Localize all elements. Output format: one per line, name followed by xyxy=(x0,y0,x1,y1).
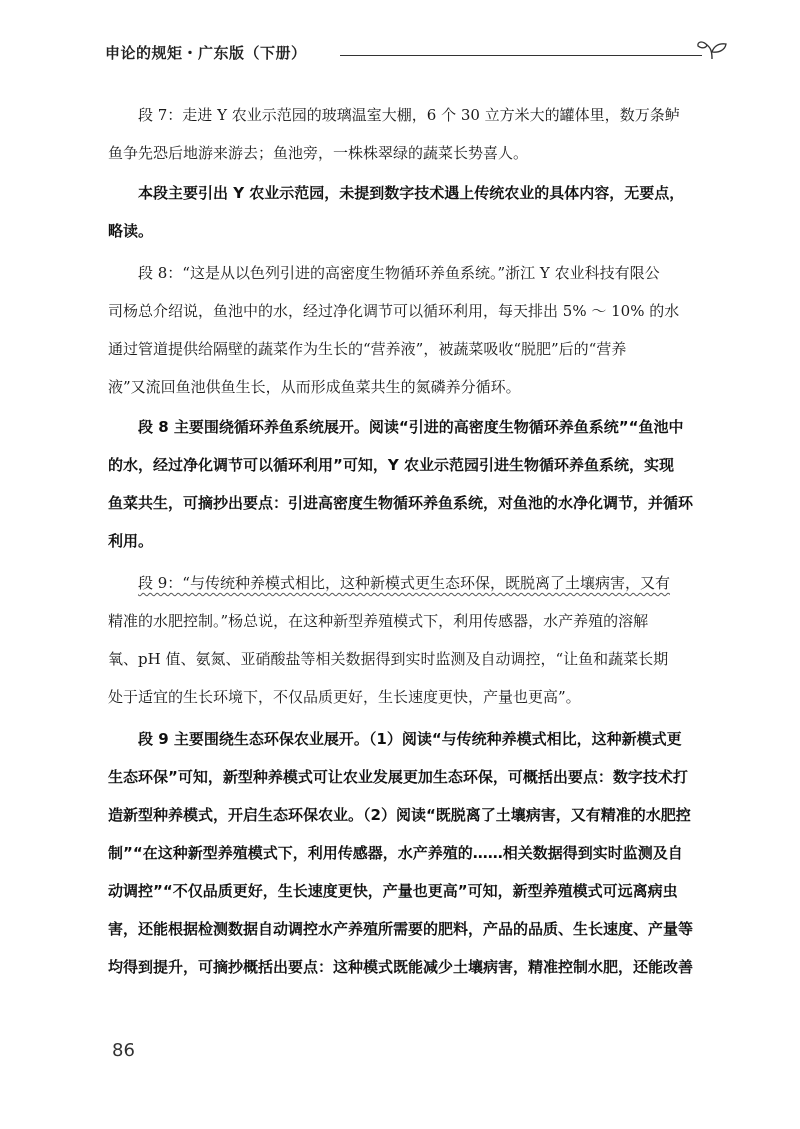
text-line: 通过管道提供给隔壁的蔬菜作为生长的“营养液”，被蔬菜吸收“脱肥”后的“营养 xyxy=(108,340,627,358)
text-line: 段 7：走进 Y 农业示范园的玻璃温室大棚，6 个 30 立方米大的罐体里，数万条鲈 xyxy=(138,106,680,124)
analysis-7 xyxy=(108,174,716,250)
paragraph-9 xyxy=(108,564,716,716)
page-number: 86 xyxy=(112,1040,135,1061)
text-line: 精准的水肥控制。”杨总说，在这种新型养殖模式下，利用传感器，水产养殖的溶解 xyxy=(108,612,649,630)
text-line: 段 8 主要围绕循环养鱼系统展开。阅读“引进的高密度生物循环养鱼系统”“鱼池中 xyxy=(138,418,684,436)
paragraph-7 xyxy=(108,96,716,172)
text-line: 氧、pH 值、氨氮、亚硝酸盐等相关数据得到实时监测及自动调控，“让鱼和蔬菜长期 xyxy=(108,650,669,668)
text-line: 生态环保”可知，新型种养模式可让农业发展更加生态环保，可概括出要点：数字技术打 xyxy=(108,768,688,786)
sprout-icon xyxy=(695,38,729,60)
analysis-8 xyxy=(108,408,716,560)
running-header xyxy=(105,38,725,68)
text-line: 段 9：“与传统种养模式相比，这种新模式更生态环保，既脱离了土壤病害，又有 xyxy=(138,574,670,592)
text-line: 处于适宜的生长环境下，不仅品质更好，生长速度更快，产量也更高”。 xyxy=(108,688,581,706)
text-line: 鱼菜共生，可摘抄出要点：引进高密度生物循环养鱼系统，对鱼池的水净化调节，并循环 xyxy=(108,494,694,512)
analysis-9 xyxy=(108,720,716,986)
text-line: 液”又流回鱼池供鱼生长，从而形成鱼菜共生的氮磷养分循环。 xyxy=(108,378,521,396)
text-line: 害，还能根据检测数据自动调控水产养殖所需要的肥料，产品的品质、生长速度、产量等 xyxy=(108,920,694,938)
book-title: 申论的规矩・广东版（下册） xyxy=(105,44,307,62)
text-line: 造新型种养模式，开启生态环保农业。（2）阅读“既脱离了土壤病害，又有精准的水肥控 xyxy=(108,806,691,824)
text-line: 的水，经过净化调节可以循环利用”可知，Y 农业示范园引进生物循环养鱼系统，实现 xyxy=(108,456,674,474)
text-line: 本段主要引出 Y 农业示范园，未提到数字技术遇上传统农业的具体内容，无要点， xyxy=(138,184,685,202)
text-line: 段 9 主要围绕生态环保农业展开。（1）阅读“与传统种养模式相比，这种新模式更 xyxy=(138,730,682,748)
text-line: 利用。 xyxy=(108,532,154,550)
text-line: 均得到提升，可摘抄概括出要点：这种模式既能减少土壤病害，精准控制水肥，还能改善 xyxy=(108,958,694,976)
text-line: 鱼争先恐后地游来游去；鱼池旁，一株株翠绿的蔬菜长势喜人。 xyxy=(108,144,529,162)
paragraph-8 xyxy=(108,254,716,406)
text-line: 略读。 xyxy=(108,222,154,240)
header-rule xyxy=(340,55,702,56)
text-line: 制”“在这种新型养殖模式下，利用传感器，水产养殖的……相关数据得到实时监测及自 xyxy=(108,844,683,862)
text-line: 动调控”“不仅品质更好，生长速度更快，产量也更高”可知，新型养殖模式可远离病虫 xyxy=(108,882,678,900)
text-line: 司杨总介绍说，鱼池中的水，经过净化调节可以循环利用，每天排出 5% ～ 10% 的水 xyxy=(108,302,680,320)
text-line: 段 8：“这是从以色列引进的高密度生物循环养鱼系统。”浙江 Y 农业科技有限公 xyxy=(138,264,660,282)
